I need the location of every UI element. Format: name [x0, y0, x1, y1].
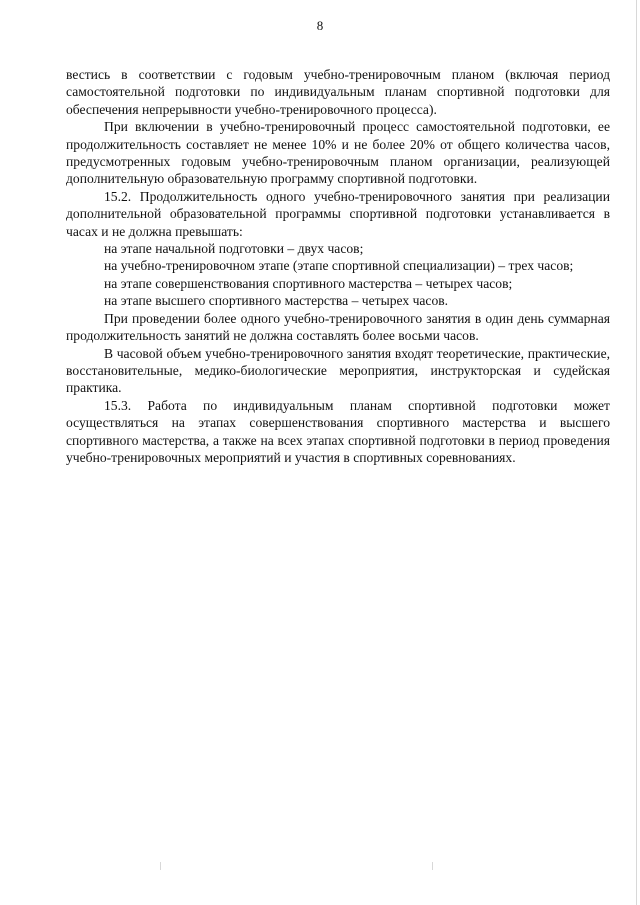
list-item-training-stage: на учебно-тренировочном этапе (этапе спортивной специализации) – трех часов; — [104, 258, 574, 274]
document-body — [66, 66, 610, 466]
scan-edge-mark-bottom — [160, 862, 161, 870]
list-item-initial-stage: на этапе начальной подготовки – двух часов; — [104, 241, 364, 257]
page-number: 8 — [316, 18, 324, 33]
list-item-highest-stage: на этапе высшего спортивного мастерства – четырех часов. — [104, 293, 449, 309]
paragraph-15-3: 15.3. Работа по индивидуальным планам спортивной подготовки может осуществляться на этапах совершенствования спортивного мастерства и высшего спортивного мастерства, а также на всех этапах спортивной подготовки в период проведения учебно-тренировочных мероприятий и участия в спортивных соревнованиях. — [66, 397, 610, 465]
scan-edge-mark-bottom-right — [432, 862, 433, 870]
paragraph-hourly-volume: В часовой объем учебно-тренировочного занятия входят теоретические, практические, восстановительные, медико-биологические мероприятия, инструкторская и судейская практика. — [66, 345, 610, 396]
paragraph-multiple-sessions: При проведении более одного учебно-тренировочного занятия в один день суммарная продолжительность занятий не должна составлять более восьми часов. — [66, 310, 610, 344]
paragraph-continuation: вестись в соответствии с годовым учебно-тренировочным планом (включая период самостоятельной подготовки по индивидуальным планам спортивной подготовки для обеспечения непрерывности учебно-тренировочного процесса). — [66, 67, 610, 117]
paragraph-self-training: При включении в учебно-тренировочный процесс самостоятельной подготовки, ее продолжительность составляет не менее 10% и не более 20% от общего количества часов, предусмотренных годовым учебно-тренировочным планом организации, реализующей дополнительную образовательную программу спортивной подготовки. — [66, 119, 610, 187]
paragraph-15-2: 15.2. Продолжительность одного учебно-тренировочного занятия при реализации дополнительной образовательной программы спортивной подготовки устанавливается в часах и не должна превышать: — [66, 188, 610, 239]
list-item-perfection-stage: на этапе совершенствования спортивного мастерства – четырех часов; — [104, 275, 513, 291]
scan-edge-mark — [636, 0, 637, 905]
